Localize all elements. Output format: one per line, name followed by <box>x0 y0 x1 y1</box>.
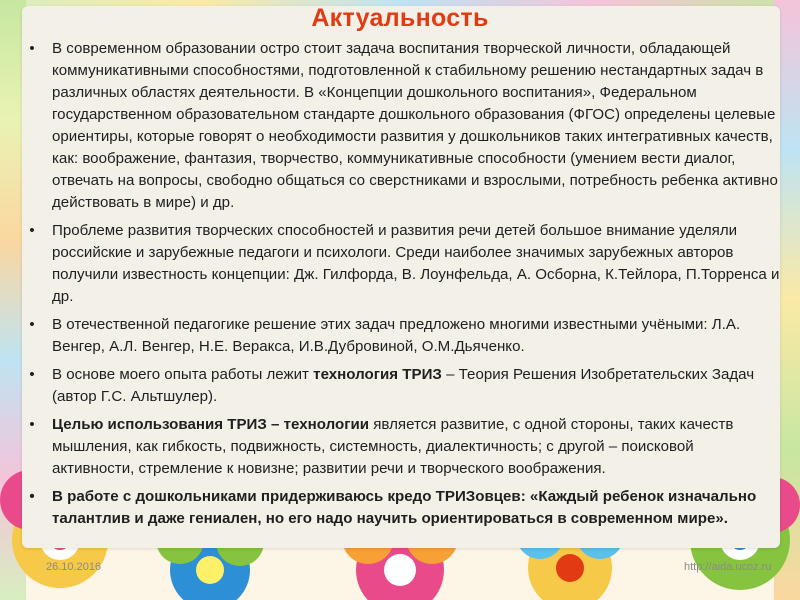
bullet-text-bold: Целью использования ТРИЗ – технологии <box>52 416 370 433</box>
bullet-text: В современном образовании остро стоит задача воспитания творческой личности, обладающей коммуникативными способностями, подготовленной к стабильному решению нестандартных задач в различных областях деятельности. В «Концепции дошкольного воспитания», Федеральном государственном образовательном стандарте дошкольного образования (ФГОС) определены целевые ориентиры, которые говорят о необходимости развития у дошкольников таких интегративных качеств, как: воображение, фантазия, творчество, коммуникативные способности (умением вести диалог, отвечать на вопросы, свободно общаться со сверстниками и взрослыми, потребность ребенка активно действовать в мире) и др. <box>52 40 778 211</box>
footer-url[interactable]: http://aida.ucoz.ru <box>684 561 772 573</box>
bullet-text-bold: В работе с дошкольниками придерживаюсь кредо ТРИЗовцев: «Каждый ребенок изначально талантлив и даже гениален, но его надо научить ориентироваться в современном мире». <box>52 488 757 527</box>
bullet-text-bold: технология ТРИЗ <box>313 366 442 383</box>
bullet-text-post: является развитие, с одной стороны, таких качеств мышления, как гибкость, подвижность, системность, диалектичность; с другой – поисковой активности, стремление к новизне; развитии речи и творческого воображения. <box>52 416 734 477</box>
bullet-item-2 <box>22 220 780 308</box>
bullet-dot-icon: • <box>29 316 35 333</box>
bullet-item-4 <box>22 364 780 408</box>
bullet-item-6 <box>22 486 780 530</box>
bullet-item-1 <box>22 38 780 214</box>
footer-date: 26.10.2016 <box>46 561 102 573</box>
bullet-dot-icon: • <box>29 416 35 433</box>
bullet-dot-icon: • <box>29 366 35 383</box>
slide-title: Актуальность <box>311 4 489 32</box>
bullet-dot-icon: • <box>29 222 35 239</box>
bullet-item-5 <box>22 414 780 480</box>
bullet-dot-icon: • <box>29 488 35 505</box>
bullet-list <box>22 38 780 536</box>
bullet-item-3 <box>22 314 780 358</box>
bullet-text-pre: В основе моего опыта работы лежит <box>52 366 314 383</box>
bullet-text: В отечественной педагогике решение этих задач предложено многими известными учёными: Л.А. Венгер, А.Л. Венгер, Н.Е. Веракса, И.В.Дубровиной, О.М.Дьяченко. <box>52 316 741 355</box>
bullet-dot-icon: • <box>29 40 35 57</box>
bullet-text: Проблеме развития творческих способностей и развития речи детей большое внимание уделяли российские и зарубежные педагоги и психологи. Среди наиболее значимых зарубежных авторов получили известность концепции: Дж. Гилфорда, В. Лоунфельда, А. Осборна, К.Тейлора, П.Торренса и др. <box>52 222 780 305</box>
bullet-text-post: – Теория Решения Изобретательских Задач (автор Г.С. Альтшулер). <box>52 366 755 405</box>
